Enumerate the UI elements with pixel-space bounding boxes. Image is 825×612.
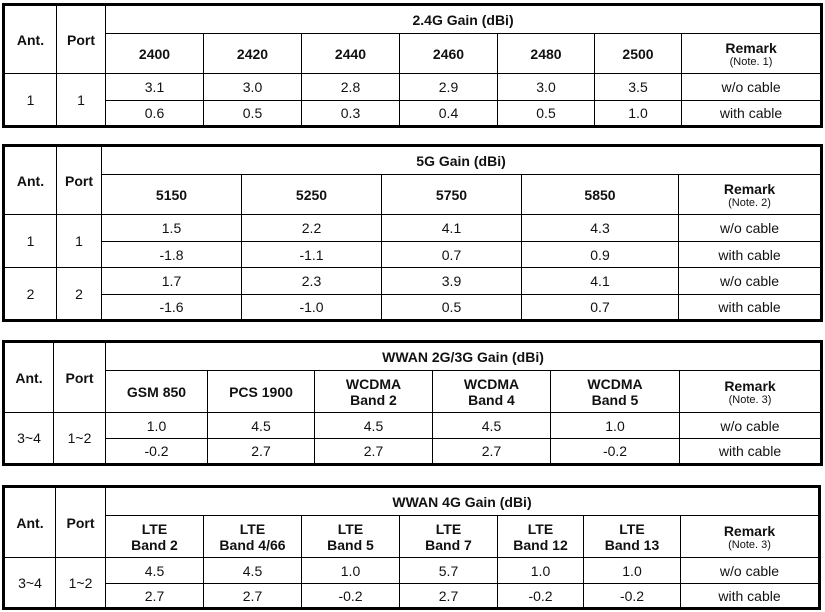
ant-cell: 2 <box>4 268 57 321</box>
band-column-header: LTE Band 4/66 <box>204 516 302 558</box>
port-cell: 1 <box>57 215 102 268</box>
gain-table-wwan-4g <box>2 485 821 610</box>
remark-cell: with cable <box>679 295 822 321</box>
gain-value: 2.7 <box>433 439 551 465</box>
remark-cell: with cable <box>682 101 822 127</box>
band-column-header: PCS 1900 <box>208 371 315 413</box>
gain-value: 3.5 <box>595 74 682 101</box>
gain-value: -1.1 <box>242 242 382 268</box>
gain-value: 4.5 <box>315 413 433 439</box>
remark-cell: w/o cable <box>682 74 822 101</box>
freq-column-header: 2420 <box>204 34 302 74</box>
gain-value: 4.1 <box>382 215 522 242</box>
table-row <box>4 439 822 465</box>
table-title: 2.4G Gain (dBi) <box>106 5 822 34</box>
freq-column-header: 2500 <box>595 34 682 74</box>
remark-note: (Note. 2) <box>728 196 771 209</box>
gain-value: 1.0 <box>551 413 680 439</box>
band-column-header: WCDMA Band 4 <box>433 371 551 413</box>
ant-header: Ant. <box>4 5 57 74</box>
table-row <box>4 242 822 268</box>
gain-value: 0.5 <box>382 295 522 321</box>
gain-table-2-4g <box>2 3 823 128</box>
freq-column-header: 5850 <box>522 175 679 215</box>
band-column-header: LTE Band 2 <box>106 516 204 558</box>
gain-value: 1.0 <box>106 413 208 439</box>
remark-cell: with cable <box>680 439 822 465</box>
gain-value: 1.0 <box>595 101 682 127</box>
gain-value: 0.9 <box>522 242 679 268</box>
table-row <box>4 295 822 321</box>
gain-value: 2.2 <box>242 215 382 242</box>
table-row <box>4 584 820 609</box>
table-row <box>4 413 822 439</box>
table-row <box>4 558 820 584</box>
freq-column-header: 2440 <box>302 34 400 74</box>
gain-value: 0.3 <box>302 101 400 127</box>
ant-cell: 1 <box>4 74 57 127</box>
table-title: WWAN 2G/3G Gain (dBi) <box>106 342 822 371</box>
band-column-header: WCDMA Band 5 <box>551 371 680 413</box>
remark-label: Remark <box>723 180 776 197</box>
remark-header <box>680 371 822 413</box>
gain-value: -0.2 <box>584 584 681 609</box>
table-title: WWAN 4G Gain (dBi) <box>106 487 820 516</box>
remark-label: Remark <box>724 377 776 394</box>
gain-value: 2.7 <box>208 439 315 465</box>
remark-cell: w/o cable <box>681 558 820 584</box>
port-header: Port <box>57 146 102 215</box>
remark-note: (Note. 3) <box>728 393 772 406</box>
ant-header: Ant. <box>4 342 54 413</box>
gain-value: 2.7 <box>204 584 302 609</box>
freq-column-header: 5150 <box>102 175 242 215</box>
remark-note: (Note. 1) <box>729 55 773 68</box>
table-title: 5G Gain (dBi) <box>102 146 822 175</box>
remark-label: Remark <box>723 522 776 539</box>
remark-header <box>681 516 820 558</box>
band-column-header: LTE Band 13 <box>584 516 681 558</box>
gain-value: 3.0 <box>498 74 595 101</box>
gain-value: 0.4 <box>400 101 498 127</box>
ant-cell: 3~4 <box>4 558 56 609</box>
gain-value: 3.0 <box>204 74 302 101</box>
remark-cell: w/o cable <box>680 413 822 439</box>
gain-value: -0.2 <box>498 584 584 609</box>
gain-value: 1.5 <box>102 215 242 242</box>
gain-value: 4.5 <box>208 413 315 439</box>
port-cell: 1~2 <box>54 413 106 465</box>
band-column-header: LTE Band 5 <box>302 516 400 558</box>
gain-value: 3.9 <box>382 268 522 295</box>
gain-value: 4.3 <box>522 215 679 242</box>
remark-cell: w/o cable <box>679 268 822 295</box>
port-cell: 2 <box>57 268 102 321</box>
port-header: Port <box>54 342 106 413</box>
gain-value: 1.7 <box>102 268 242 295</box>
gain-value: 1.0 <box>584 558 681 584</box>
ant-cell: 3~4 <box>4 413 54 465</box>
remark-note: (Note. 3) <box>728 538 771 551</box>
table-row <box>4 268 822 295</box>
band-column-header: GSM 850 <box>106 371 208 413</box>
gain-value: 2.8 <box>302 74 400 101</box>
freq-column-header: 2460 <box>400 34 498 74</box>
band-column-header: LTE Band 12 <box>498 516 584 558</box>
gain-value: -0.2 <box>106 439 208 465</box>
gain-value: 2.3 <box>242 268 382 295</box>
gain-value: -1.0 <box>242 295 382 321</box>
gain-value: -0.2 <box>302 584 400 609</box>
gain-value: 2.9 <box>400 74 498 101</box>
gain-value: -0.2 <box>551 439 680 465</box>
gain-value: 0.6 <box>106 101 204 127</box>
gain-value: 1.0 <box>498 558 584 584</box>
remark-label: Remark <box>725 39 777 56</box>
gain-value: 4.5 <box>204 558 302 584</box>
gain-table-wwan-2g-3g <box>2 340 823 466</box>
freq-column-header: 5250 <box>242 175 382 215</box>
gain-value: 4.5 <box>106 558 204 584</box>
gain-value: 5.7 <box>400 558 498 584</box>
band-column-header: WCDMA Band 2 <box>315 371 433 413</box>
remark-header <box>682 34 822 74</box>
freq-column-header: 5750 <box>382 175 522 215</box>
ant-header: Ant. <box>4 487 56 558</box>
gain-value: 4.1 <box>522 268 679 295</box>
gain-value: -1.8 <box>102 242 242 268</box>
remark-cell: with cable <box>681 584 820 609</box>
freq-column-header: 2400 <box>106 34 204 74</box>
gain-value: -1.6 <box>102 295 242 321</box>
gain-value: 3.1 <box>106 74 204 101</box>
table-row <box>4 74 822 101</box>
remark-header <box>679 175 822 215</box>
gain-value: 0.5 <box>204 101 302 127</box>
gain-value: 2.7 <box>400 584 498 609</box>
gain-value: 0.7 <box>382 242 522 268</box>
band-column-header: LTE Band 7 <box>400 516 498 558</box>
ant-header: Ant. <box>4 146 57 215</box>
gain-value: 4.5 <box>433 413 551 439</box>
port-cell: 1~2 <box>56 558 106 609</box>
remark-cell: w/o cable <box>679 215 822 242</box>
gain-value: 2.7 <box>315 439 433 465</box>
port-header: Port <box>57 5 106 74</box>
gain-value: 0.7 <box>522 295 679 321</box>
port-cell: 1 <box>57 74 106 127</box>
table-row <box>4 101 822 127</box>
gain-value: 1.0 <box>302 558 400 584</box>
table-row <box>4 215 822 242</box>
freq-column-header: 2480 <box>498 34 595 74</box>
port-header: Port <box>56 487 106 558</box>
ant-cell: 1 <box>4 215 57 268</box>
gain-value: 0.5 <box>498 101 595 127</box>
gain-value: 2.7 <box>106 584 204 609</box>
gain-table-5g <box>2 144 823 322</box>
remark-cell: with cable <box>679 242 822 268</box>
